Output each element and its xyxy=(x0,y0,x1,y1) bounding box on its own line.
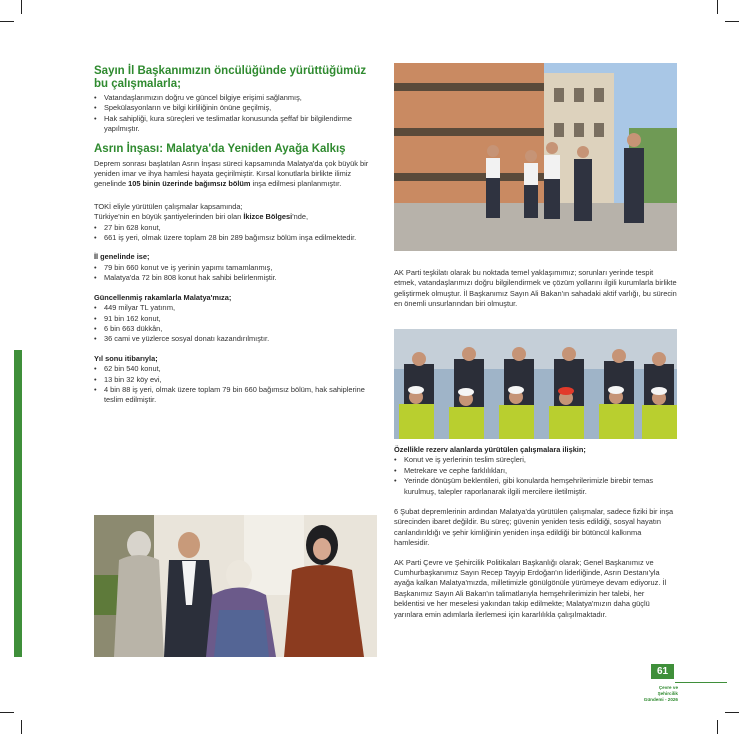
rezerv-heading: Özellikle rezerv alanlarda yürütülen çalışmalara ilişkin; xyxy=(394,445,586,454)
list-item: • 79 bin 660 konut ve iş yerinin yapımı tamamlanmış, xyxy=(94,263,377,273)
rezerv-list xyxy=(394,455,677,497)
il-list xyxy=(94,263,377,284)
list-item: • 36 cami ve yüzlerce sosyal donatı kazandırılmıştır. xyxy=(94,334,377,344)
site-visit-photo xyxy=(394,63,677,251)
list-item: • Konut ve iş yerlerinin teslim süreçleri, xyxy=(394,455,677,465)
yil-list xyxy=(94,364,377,406)
list-item: • 4 bin 88 iş yeri, olmak üzere toplam 79 bin 660 bağımsız bölüm, hak sahiplerine teslim edilmiştir. xyxy=(94,385,377,406)
list-item: • Metrekare ve cephe farklılıkları, xyxy=(394,466,677,476)
heading-asrin-insasi: Asrın İnşası: Malatya'da Yeniden Ayağa Kalkış xyxy=(94,142,346,155)
crop-mark-icon xyxy=(21,0,22,14)
crop-mark-icon xyxy=(725,21,739,22)
crop-mark-icon xyxy=(0,712,14,713)
list-item: • Hak sahipliği, kura süreçleri ve teslimatlar konusunda şeffaf bir bilgilendirme yapılmıştır. xyxy=(94,114,377,135)
magazine-name: Çevre ve Şehircilik Gündemi - 2026 xyxy=(643,685,678,702)
list-item: • 91 bin 162 konut, xyxy=(94,314,377,324)
crop-mark-icon xyxy=(717,720,718,734)
crop-mark-icon xyxy=(0,21,14,22)
earthquake-paragraph: 6 Şubat depremlerinin ardından Malatya'da yürütülen çalışmalar, sadece fiziki bir inşa sürecinden ibaret değildir. Bu süreç; güvenin yeniden tesis edildiği, sosyal hayatın canlandırıldığı ve şehir kimliğinin yeniden inşa edildiği bir bütüncül kalkınma hamlesidir. xyxy=(394,507,674,548)
yil-sonu-heading: Yıl sonu itibarıyla; xyxy=(94,353,158,363)
il-genelinde-heading: İl genelinde ise; xyxy=(94,252,150,262)
group-photo xyxy=(394,329,677,439)
list-item: • 449 milyar TL yatırım, xyxy=(94,303,377,313)
guncel-heading: Güncellenmiş rakamlarla Malatya'mıza; xyxy=(94,292,232,302)
crop-mark-icon xyxy=(725,712,739,713)
list-item: • Spekülasyonların ve bilgi kirliliğinin önüne geçilmiş, xyxy=(94,103,377,113)
list-item: • Vatandaşlarımızın doğru ve güncel bilgiye erişimi sağlanmış, xyxy=(94,93,377,103)
toki-list xyxy=(94,223,377,244)
list-item: • 6 bin 663 dükkân, xyxy=(94,324,377,334)
ikizce-region: İkizce Bölgesi xyxy=(243,212,293,222)
green-side-bar xyxy=(14,350,22,657)
crop-mark-icon xyxy=(21,720,22,734)
guncel-list xyxy=(94,303,377,345)
list-item: • 13 bin 32 köy evi, xyxy=(94,375,377,385)
list-item: • Yerinde dönüşüm beklentileri, gibi konularda hemşehrilerimizle birebir temas kurulmuş, talepler raporlanarak ilgili mercilere iletilmiştir. xyxy=(394,476,677,497)
crop-mark-icon xyxy=(717,0,718,14)
page-number: 61 xyxy=(651,664,674,679)
closing-paragraph: AK Parti Çevre ve Şehircilik Politikaları Başkanlığı olarak; Genel Başkanımız ve Cumhurbaşkanımız Sayın Recep Tayyip Erdoğan'ın liderliğinde, Asrın Destanı'yla ayağa kalkan Malatya'mızda, milletimizle gönülgönüle yürümeye devam ediyoruz. İl Başkanımız Sayın Ali Bakan'ın talimatlarıyla hemşehrilerimizin her talebi, her beklentisi ve her meselesi yakından takip edilmekte; Malatya'mızın daha güçlü yarınlara emin adımlarla ilerlemesi için kararlılıkla çalışılmaktadır. xyxy=(394,557,667,619)
list-item: • 661 iş yeri, olmak üzere toplam 28 bin 289 bağımsız bölüm inşa edilmektedir. xyxy=(94,233,377,243)
heading-leadership: Sayın İl Başkanımızın öncülüğünde yürüttüğümüz bu çalışmalarla; xyxy=(94,65,367,90)
right-column-top xyxy=(394,268,677,310)
visit-photo xyxy=(94,515,377,657)
footer-rule xyxy=(675,682,727,683)
list-item: • 62 bin 540 konut, xyxy=(94,364,377,374)
list-item: • 27 bin 628 konut, xyxy=(94,223,377,233)
right-column-bottom xyxy=(394,445,677,620)
highlight-count: 105 binin üzerinde bağımsız bölüm xyxy=(128,179,251,189)
approach-paragraph: AK Parti teşkilatı olarak bu noktada temel yaklaşımımız; sorunları yerinde tespit etmek, vatandaşlarımızı doğru bilgilendirmek ve çözüm yollarını ilgili kurumlarla birlikte geliştirmek olmuştur. İl Başkanımız Sayın Ali Bakan'ın sahadaki aktif varlığı, bu sürecin en önemli unsurlarından biri olmuştur. xyxy=(394,268,677,309)
toki-line: Türkiye'nin en büyük şantiyelerinden biri olan İkizce Bölgesi'nde, xyxy=(94,212,308,222)
left-column xyxy=(94,65,377,406)
leadership-list xyxy=(94,93,377,135)
intro-paragraph: Deprem sonrası başlatılan Asrın İnşası süreci kapsamında Malatya'da çok büyük bir yeniden imar ve ihya hamlesi hayata geçirilmiştir. Kırsal konutlarla birlikte ilimiz genelinde 105 binin üzerinde bağımsız bölüm inşa edilmesi planlanmıştır. xyxy=(94,158,369,189)
list-item: • Malatya'da 72 bin 808 konut hak sahibi belirlenmiştir. xyxy=(94,273,377,283)
toki-intro: TOKİ eliyle yürütülen çalışmalar kapsamında; xyxy=(94,201,243,211)
